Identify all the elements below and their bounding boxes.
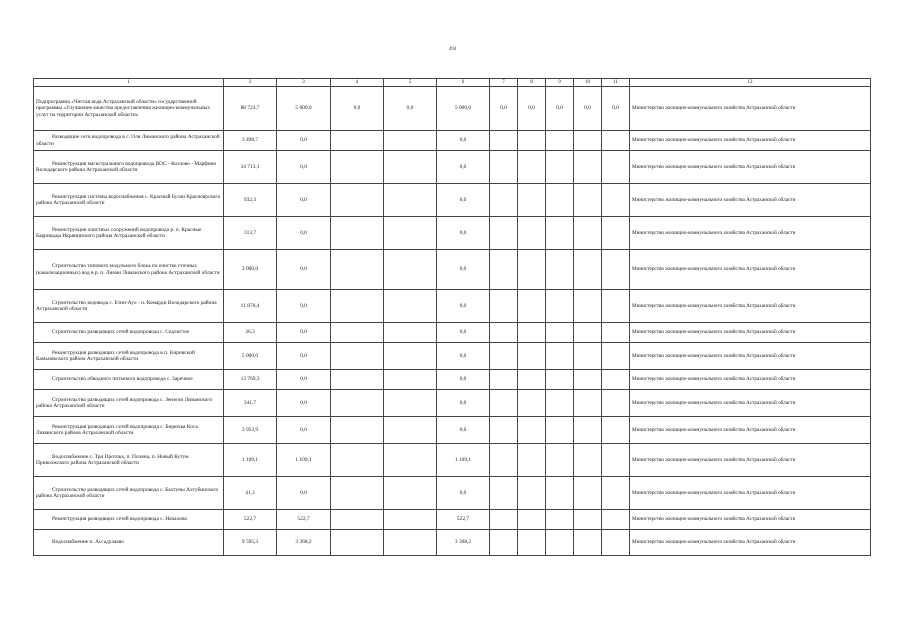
table-row [34,510,871,530]
value-cell-c8 [518,217,546,250]
row-name: Реконструкция магистрального водопровода ВОС - Козлово - Марфино Володарского района Астраханской области [36,160,217,173]
value-cell-c3: 3 368,2 [277,530,331,556]
row-name: Разводящие сети водопровода в с. Оля Лиманского района Астраханской области [36,134,220,147]
value-cell-c4 [331,510,384,530]
value-cell-c10 [574,444,602,477]
value-cell-c2: 41,3 [224,477,277,510]
responsible-cell: Министерство жилищно-коммунального хозяйства Астраханской области [630,530,871,556]
header-cell: 1 [34,79,224,87]
value-cell-c5 [384,151,437,184]
header-cell: 12 [630,79,871,87]
value-cell-c10 [574,530,602,556]
value-cell-c6: 0,0 [437,323,490,343]
responsible-cell: Министерство жилищно-коммунального хозяйства Астраханской области [630,323,871,343]
value-cell-c3: 0,0 [277,184,331,217]
value-cell-c3: 0,0 [277,370,331,390]
row-name: Реконструкция разводящих сетей водопровода с. Бирючья Коса Лиманского района Астраханской области [36,423,198,436]
row-name: Водоснабжение с. Три Протока, п. Поляна, п. Новый Кутум Приволжского района Астраханской области [36,453,189,466]
row-name-cell [34,390,224,417]
responsible-cell: Министерство жилищно-коммунального хозяйства Астраханской области [630,87,871,131]
value-cell-c11 [602,370,630,390]
value-cell-c9 [546,477,574,510]
value-cell-c3: 1 109,1 [277,444,331,477]
value-cell-c7 [490,444,518,477]
value-cell-c7 [490,151,518,184]
value-cell-c3: 0,0 [277,250,331,290]
responsible-cell: Министерство жилищно-коммунального хозяйства Астраханской области [630,343,871,370]
value-cell-c9 [546,131,574,151]
value-cell-c9 [546,323,574,343]
row-name-cell [34,87,224,131]
value-cell-c2: 1 109,1 [224,444,277,477]
value-cell-c9 [546,417,574,444]
value-cell-c5 [384,370,437,390]
value-cell-c5 [384,444,437,477]
value-cell-c4 [331,530,384,556]
value-cell-c10: 0,0 [574,87,602,131]
value-cell-c9 [546,290,574,323]
value-cell-c3: 0,0 [277,390,331,417]
value-cell-c5 [384,323,437,343]
table-row [34,530,871,556]
value-cell-c5 [384,131,437,151]
value-cell-c4 [331,184,384,217]
value-cell-c10 [574,370,602,390]
value-cell-c2: 522,7 [224,510,277,530]
value-cell-c4 [331,370,384,390]
value-cell-c5 [384,417,437,444]
value-cell-c8 [518,370,546,390]
value-cell-c8 [518,510,546,530]
responsible-cell: Министерство жилищно-коммунального хозяйства Астраханской области [630,184,871,217]
value-cell-c11 [602,151,630,184]
page-number: 494 [448,47,457,52]
value-cell-c5 [384,290,437,323]
value-cell-c8 [518,417,546,444]
row-name: Реконструкция разводящих сетей водопровода в п. Кировский Камызякского района Астраханской области [36,349,195,362]
value-cell-c7 [490,370,518,390]
value-cell-c9: 0,0 [546,87,574,131]
row-name-cell [34,343,224,370]
row-name: Водоснабжение п. Ассадулаево [52,539,125,546]
value-cell-c7 [490,390,518,417]
value-cell-c10 [574,343,602,370]
value-cell-c8: 0,0 [518,87,546,131]
value-cell-c11 [602,530,630,556]
value-cell-c6: 0,0 [437,184,490,217]
table-row [34,151,871,184]
value-cell-c6: 0,0 [437,477,490,510]
value-cell-c2: 3 000,0 [224,250,277,290]
header-cell: 4 [331,79,384,87]
value-cell-c2: 36,3 [224,323,277,343]
header-cell: 7 [490,79,518,87]
value-cell-c4 [331,323,384,343]
value-cell-c6: 0,0 [437,131,490,151]
value-cell-c8 [518,184,546,217]
header-cell: 6 [437,79,490,87]
responsible-cell: Министерство жилищно-коммунального хозяйства Астраханской области [630,370,871,390]
value-cell-c4 [331,250,384,290]
value-cell-c8 [518,323,546,343]
value-cell-c3: 0,0 [277,151,331,184]
value-cell-c8 [518,477,546,510]
responsible-cell: Министерство жилищно-коммунального хозяйства Астраханской области [630,477,871,510]
value-cell-c9 [546,250,574,290]
value-cell-c2: 3 953,9 [224,417,277,444]
value-cell-c10 [574,151,602,184]
value-cell-c3: 0,0 [277,417,331,444]
header-cell: 2 [224,79,277,87]
row-name: Реконструкция разводящих сетей водопровода с. Началово [52,516,188,523]
value-cell-c3: 0,0 [277,477,331,510]
table-row [34,477,871,510]
value-cell-c10 [574,390,602,417]
program-table [33,78,871,556]
value-cell-c4 [331,131,384,151]
value-cell-c8 [518,250,546,290]
header-cell: 3 [277,79,331,87]
value-cell-c11 [602,390,630,417]
value-cell-c11 [602,217,630,250]
row-name-cell [34,417,224,444]
value-cell-c2: 313,7 [224,217,277,250]
value-cell-c2: 9 595,3 [224,530,277,556]
row-name: Строительство разводящих сетей водопровода с. Зензели Лиманского района Астраханской области [36,396,213,409]
value-cell-c6: 3 368,2 [437,530,490,556]
value-cell-c6: 0,0 [437,151,490,184]
value-cell-c9 [546,217,574,250]
value-cell-c3: 0,0 [277,323,331,343]
value-cell-c8 [518,530,546,556]
responsible-cell: Министерство жилищно-коммунального хозяйства Астраханской области [630,444,871,477]
table-row [34,290,871,323]
value-cell-c3: 0,0 [277,290,331,323]
value-cell-c7 [490,250,518,290]
row-name-cell [34,510,224,530]
responsible-cell: Министерство жилищно-коммунального хозяйства Астраханской области [630,217,871,250]
header-cell: 9 [546,79,574,87]
table-row [34,343,871,370]
value-cell-c2: 11 878,4 [224,290,277,323]
value-cell-c11 [602,323,630,343]
value-cell-c9 [546,343,574,370]
header-cell: 5 [384,79,437,87]
table-row [34,87,871,131]
responsible-cell: Министерство жилищно-коммунального хозяйства Астраханской области [630,417,871,444]
row-name: Строительство обводного питьевого водопровода с. Заречное [52,376,193,383]
value-cell-c3: 0,0 [277,217,331,250]
responsible-cell: Министерство жилищно-коммунального хозяйства Астраханской области [630,250,871,290]
table-row [34,323,871,343]
value-cell-c8 [518,444,546,477]
value-cell-c5: 0,0 [384,87,437,131]
value-cell-c9 [546,151,574,184]
value-cell-c5 [384,343,437,370]
value-cell-c9 [546,444,574,477]
table-row [34,444,871,477]
row-name: Строительство разводящих сетей водопровода с. Седлистое [52,329,190,336]
table-row [34,250,871,290]
value-cell-c4 [331,217,384,250]
value-cell-c4 [331,151,384,184]
row-name: Реконструкция системы водоснабжения с. Красный Бузан Красноярского района Астраханской области [36,193,221,206]
value-cell-c3: 5 000,0 [277,87,331,131]
value-cell-c7 [490,417,518,444]
row-name-cell [34,217,224,250]
value-cell-c11 [602,250,630,290]
row-name-cell [34,323,224,343]
value-cell-c9 [546,370,574,390]
value-cell-c10 [574,217,602,250]
value-cell-c10 [574,290,602,323]
responsible-cell: Министерство жилищно-коммунального хозяйства Астраханской области [630,290,871,323]
value-cell-c7 [490,217,518,250]
table-row [34,370,871,390]
responsible-cell: Министерство жилищно-коммунального хозяйства Астраханской области [630,131,871,151]
value-cell-c10 [574,510,602,530]
value-cell-c2: 88 723,7 [224,87,277,131]
value-cell-c2: 13 769,3 [224,370,277,390]
value-cell-c4 [331,343,384,370]
header-row [34,79,871,87]
row-name-cell [34,184,224,217]
value-cell-c11 [602,184,630,217]
value-cell-c10 [574,131,602,151]
row-name: Строительство водовода с. Етни-Аул - п. Комарди Володарского района Астраханской области [36,299,217,312]
value-cell-c11 [602,477,630,510]
value-cell-c11 [602,131,630,151]
value-cell-c6: 0,0 [437,217,490,250]
value-cell-c11 [602,343,630,370]
value-cell-c11 [602,417,630,444]
row-name-cell [34,444,224,477]
value-cell-c7 [490,290,518,323]
table-row [34,417,871,444]
value-cell-c4 [331,477,384,510]
value-cell-c3: 0,0 [277,343,331,370]
row-name: Реконструкция очистных сооружений водопровода р. п. Красные Баррикады Икрянинского района Астраханской области [36,226,202,239]
responsible-cell: Министерство жилищно-коммунального хозяйства Астраханской области [630,390,871,417]
value-cell-c2: 34 713,1 [224,151,277,184]
value-cell-c2: 932,3 [224,184,277,217]
value-cell-c6: 0,0 [437,370,490,390]
table-row [34,217,871,250]
value-cell-c5 [384,390,437,417]
row-name-cell [34,477,224,510]
row-name-cell [34,250,224,290]
value-cell-c10 [574,323,602,343]
row-name: Подпрограмма «Чистая вода Астраханской области» государственной программы «Улучшение качества предоставления жилищно-коммунальных услуг на территории Астраханской области» [36,98,211,118]
value-cell-c2: 5 000,0 [224,343,277,370]
value-cell-c4 [331,417,384,444]
value-cell-c4: 0,0 [331,87,384,131]
value-cell-c11 [602,444,630,477]
value-cell-c2: 3 498,7 [224,131,277,151]
value-cell-c10 [574,477,602,510]
value-cell-c7 [490,131,518,151]
value-cell-c4 [331,390,384,417]
value-cell-c9 [546,390,574,417]
value-cell-c6: 522,7 [437,510,490,530]
value-cell-c2: 341,7 [224,390,277,417]
row-name-cell [34,370,224,390]
value-cell-c6: 0,0 [437,417,490,444]
value-cell-c10 [574,417,602,444]
table-row [34,131,871,151]
value-cell-c8 [518,151,546,184]
value-cell-c11 [602,290,630,323]
table-row [34,184,871,217]
value-cell-c9 [546,510,574,530]
header-cell: 10 [574,79,602,87]
value-cell-c4 [331,290,384,323]
value-cell-c10 [574,250,602,290]
value-cell-c10 [574,184,602,217]
value-cell-c7 [490,477,518,510]
value-cell-c4 [331,444,384,477]
value-cell-c6: 0,0 [437,390,490,417]
value-cell-c9 [546,530,574,556]
value-cell-c8 [518,131,546,151]
value-cell-c8 [518,390,546,417]
value-cell-c5 [384,184,437,217]
row-name-cell [34,290,224,323]
responsible-cell: Министерство жилищно-коммунального хозяйства Астраханской области [630,510,871,530]
row-name-cell [34,530,224,556]
value-cell-c7 [490,343,518,370]
value-cell-c7 [490,323,518,343]
value-cell-c11 [602,510,630,530]
row-name: Строительство типового модульного блока по очистке сточных (канализационных) вод в р. п. Лиман Лиманского района Астраханской области [36,263,220,276]
value-cell-c5 [384,510,437,530]
value-cell-c3: 522,7 [277,510,331,530]
value-cell-c5 [384,217,437,250]
value-cell-c8 [518,343,546,370]
value-cell-c11: 0,0 [602,87,630,131]
row-name: Строительство разводящих сетей водопровода с. Бахтуны Ахтубинского района Астраханской области [36,486,219,499]
value-cell-c5 [384,477,437,510]
header-cell: 8 [518,79,546,87]
value-cell-c6: 5 000,0 [437,87,490,131]
value-cell-c7: 0,0 [490,87,518,131]
header-cell: 11 [602,79,630,87]
value-cell-c7 [490,510,518,530]
row-name-cell [34,151,224,184]
value-cell-c8 [518,290,546,323]
value-cell-c5 [384,250,437,290]
value-cell-c9 [546,184,574,217]
table-row [34,390,871,417]
value-cell-c6: 0,0 [437,343,490,370]
row-name-cell [34,131,224,151]
responsible-cell: Министерство жилищно-коммунального хозяйства Астраханской области [630,151,871,184]
value-cell-c7 [490,530,518,556]
value-cell-c6: 0,0 [437,290,490,323]
value-cell-c5 [384,530,437,556]
value-cell-c6: 1 109,1 [437,444,490,477]
value-cell-c6: 0,0 [437,250,490,290]
value-cell-c3: 0,0 [277,131,331,151]
value-cell-c7 [490,184,518,217]
